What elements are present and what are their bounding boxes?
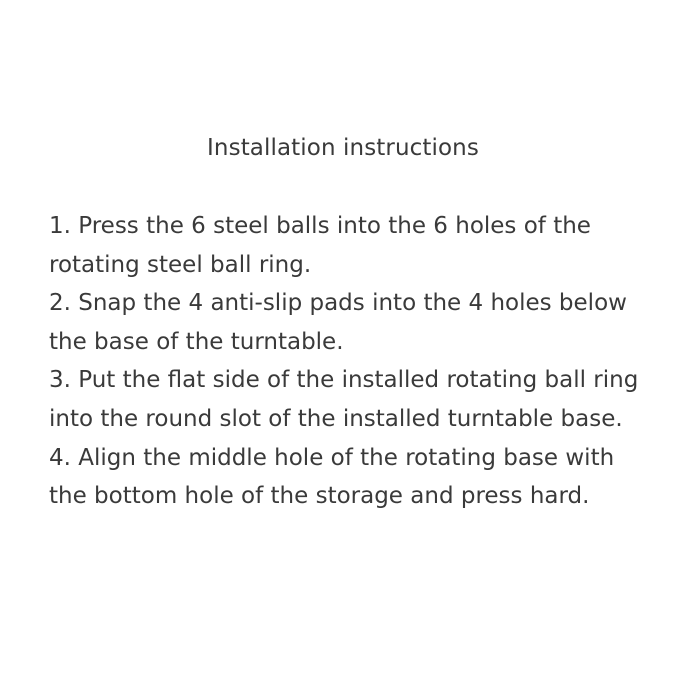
step-1-line-1: 1. Press the 6 steel balls into the 6 holes of the xyxy=(49,213,591,239)
step-4-line-1: 4. Align the middle hole of the rotating base with xyxy=(49,444,615,471)
instruction-steps xyxy=(49,207,669,516)
step-2-line-2: the base of the turntable. xyxy=(49,328,344,355)
step-2-line-1: 2. Snap the 4 anti-slip pads into the 4 holes below xyxy=(49,290,627,317)
page-title: Installation instructions xyxy=(207,135,479,161)
step-4-line-2: the bottom hole of the storage and press hard. xyxy=(49,483,590,510)
step-1-line-2: rotating steel ball ring. xyxy=(49,251,312,278)
step-3-line-1: 3. Put the flat side of the installed rotating ball ring xyxy=(49,367,639,394)
step-3-line-2: into the round slot of the installed turntable base. xyxy=(49,405,623,432)
